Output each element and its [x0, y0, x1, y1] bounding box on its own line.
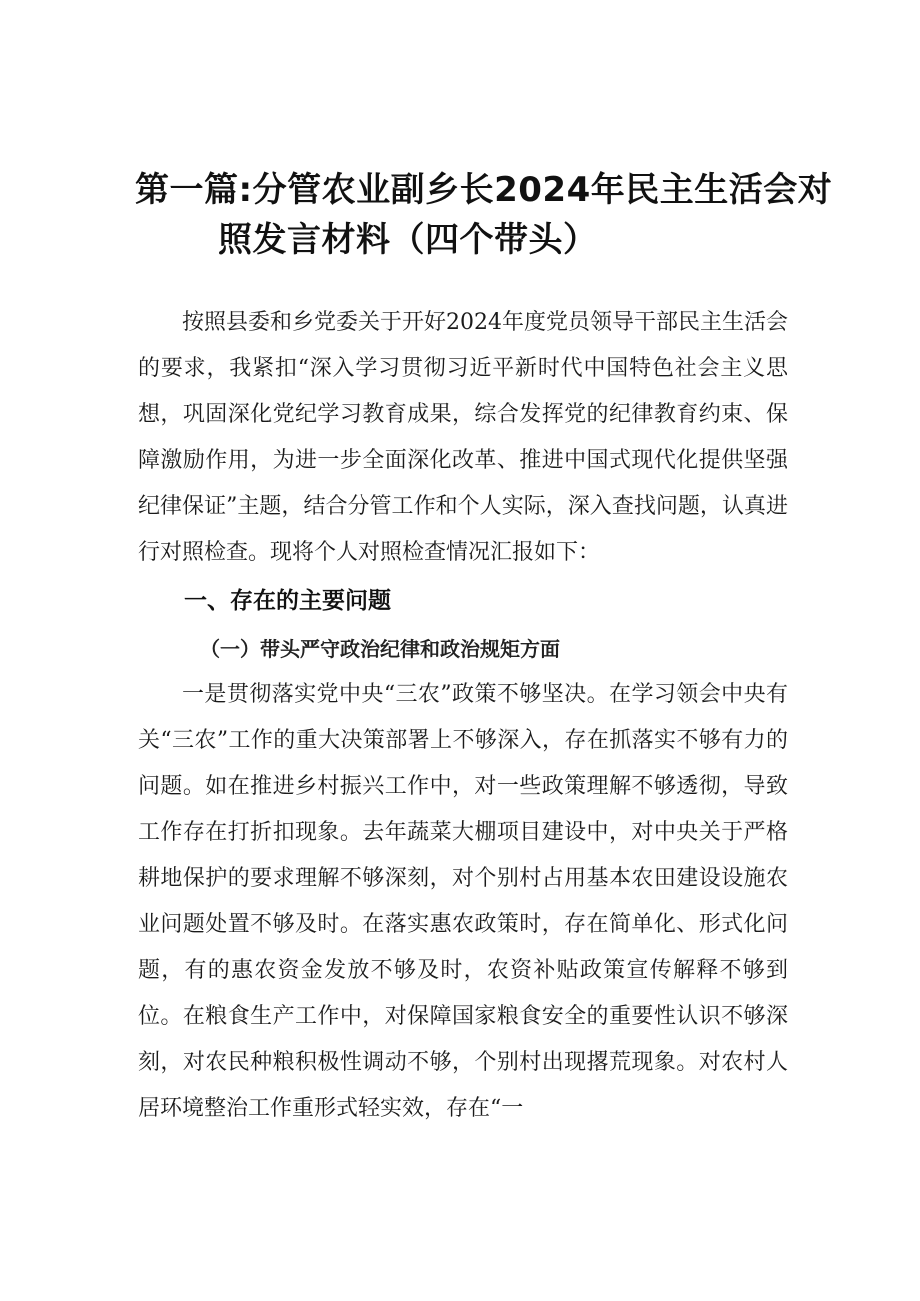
body-paragraph-sannong: 一是贯彻落实党中央“三农”政策不够坚决。在学习领会中央有关“三农”工作的重大决策部署上不够深入，存在抓落实不够有力的问题。如在推进乡村振兴工作中，对一些政策理解不够透彻，导致工作存在打折扣现象。去年蔬菜大棚项目建设中，对中央关于严格耕地保护的要求理解不够深刻，对个别村占用基本农田建设设施农业问题处置不够及时。在落实惠农政策时，存在简单化、形式化问题，有的惠农资金发放不够及时，农资补贴政策宣传解释不够到位。在粮食生产工作中，对保障国家粮食安全的重要性认识不够深刻，对农民种粮积极性调动不够，个别村出现撂荒现象。对农村人居环境整治工作重形式轻实效，存在“一	[138, 682, 788, 1121]
section-heading-problems: 一、存在的主要问题	[184, 588, 391, 614]
document-title	[120, 165, 833, 265]
title-line-1: 第一篇:分管农业副乡长2024年民主生活会对	[135, 169, 833, 210]
subsection-heading-political-discipline: （一）带头严守政治纪律和政治规矩方面	[200, 637, 560, 661]
intro-paragraph: 按照县委和乡党委关于开好2024年度党员领导干部民主生活会的要求，我紧扣“深入学习贯彻习近平新时代中国特色社会主义思想，巩固深化党纪学习教育成果，综合发挥党的纪律教育约束、保障激励作用，为进一步全面深化改革、推进中国式现代化提供坚强纪律保证”主题，结合分管工作和个人实际，深入查找问题，认真进行对照检查。现将个人对照检查情况汇报如下：	[138, 310, 788, 565]
title-line-2: 照发言材料（四个带头）	[218, 219, 598, 260]
document-body	[138, 300, 788, 1132]
